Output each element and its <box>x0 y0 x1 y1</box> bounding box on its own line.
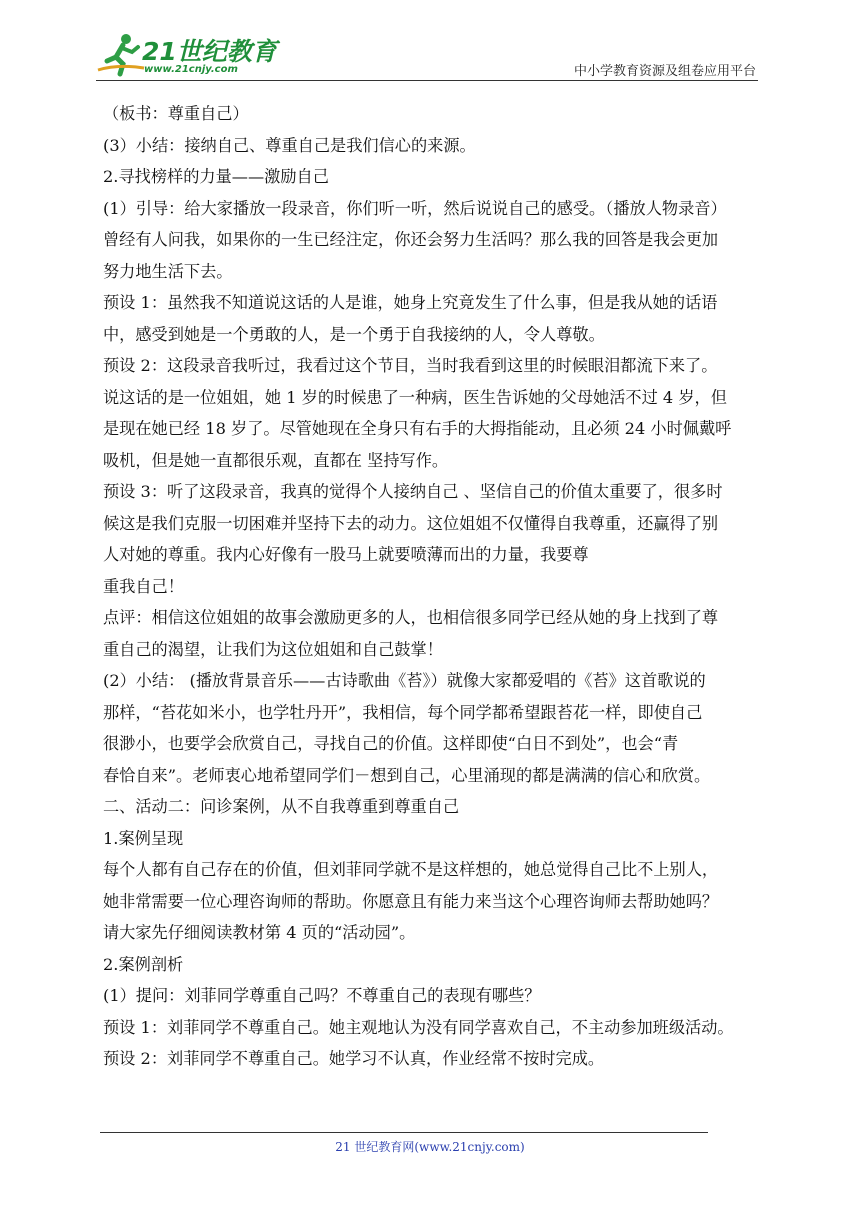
section-heading: 二、活动二：问诊案例，从不自我尊重到尊重自己 <box>103 797 460 816</box>
footer-divider <box>100 1132 708 1133</box>
subsection-heading: 2.案例剖析 <box>103 954 184 974</box>
document-body <box>103 98 771 1075</box>
text-line: 点评：相信这位姐姐的故事会激励更多的人，也相信很多同学已经从她的身上找到了尊 <box>103 608 719 627</box>
text-line: 预设 2：这段录音我听过，我看过这个节目，当时我看到这里的时候眼泪都流下来了。 <box>103 356 718 375</box>
text-line: （板书：尊重自己） <box>103 104 249 123</box>
text-line: 预设 3：听了这段录音，我真的觉得个人接纳自己 、坚信自己的价值太重要了，很多时 <box>103 482 723 501</box>
text-line: 是现在她已经 18 岁了。尽管她现在全身只有右手的大拇指能动，且必须 24 小时佩戴呼 <box>103 419 732 438</box>
text-line: 请大家先仔细阅读教材第 4 页的“活动园”。 <box>103 923 416 942</box>
text-line: 曾经有人问我，如果你的一生已经注定，你还会努力生活吗？那么我的回答是我会更加 <box>103 230 719 249</box>
text-line: (1）引导：给大家播放一段录音，你们听一听，然后说说自己的感受。（播放人物录音） <box>103 198 727 218</box>
text-line: 每个人都有自己存在的价值，但刘菲同学就不是这样想的，她总觉得自己比不上别人， <box>103 860 719 879</box>
text-line: 说这话的是一位姐姐，她 1 岁的时候患了一种病，医生告诉她的父母她活不过 4 岁，但 <box>103 387 727 407</box>
page-header <box>0 0 860 90</box>
text-line: (1）提问：刘菲同学尊重自己吗？不尊重自己的表现有哪些？ <box>103 986 541 1005</box>
text-line: 中，感受到她是一个勇敢的人，是一个勇于自我接纳的人，令人尊敬。 <box>103 324 605 344</box>
text-line: 吸机，但是她一直都很乐观，直都在 坚持写作。 <box>103 450 449 470</box>
subsection-heading: 1.案例呈现 <box>103 828 184 848</box>
runner-logo-icon <box>96 30 146 78</box>
site-logo <box>96 30 276 80</box>
page-footer: 21 世纪教育网(www.21cnjy.com) <box>335 1140 525 1154</box>
text-line: 候这是我们克服一切困难并坚持下去的动力。这位姐姐不仅懂得自我尊重，还赢得了别 <box>103 513 719 533</box>
text-line: 预设 1：刘菲同学不尊重自己。她主观地认为没有同学喜欢自己，不主动参加班级活动。 <box>103 1017 734 1037</box>
platform-title: 中小学教育资源及组卷应用平台 <box>573 64 756 79</box>
text-line: 努力地生活下去。 <box>103 261 233 281</box>
text-line: 春恰自来”。老师衷心地希望同学们－想到自己，心里涌现的都是满满的信心和欣赏。 <box>103 765 711 785</box>
text-line: (3）小结：接纳自己、尊重自己是我们信心的来源。 <box>103 135 476 155</box>
logo-text: 21世纪教育 <box>142 37 277 66</box>
logo-url: www.21cnjy.com <box>144 64 238 75</box>
text-line: 重我自己！ <box>103 576 184 596</box>
text-line: 人对她的尊重。我内心好像有一股马上就要喷薄而出的力量，我要尊 <box>103 545 589 564</box>
text-line: 2.寻找榜样的力量——激励自己 <box>103 167 329 186</box>
text-line: 预设 2：刘菲同学不尊重自己。她学习不认真，作业经常不按时完成。 <box>103 1049 605 1068</box>
text-line: (2）小结： (播放背景音乐——古诗歌曲《苔》）就像大家都爱唱的《苔》这首歌说的 <box>103 671 706 690</box>
text-line: 预设 1：虽然我不知道说这话的人是谁，她身上究竟发生了什么事，但是我从她的话语 <box>103 293 718 312</box>
text-line: 她非常需要一位心理咨询师的帮助。你愿意且有能力来当这个心理咨询师去帮助她吗？ <box>103 891 719 911</box>
header-divider <box>96 80 758 81</box>
text-line: 重自己的渴望，让我们为这位姐姐和自己鼓掌！ <box>103 639 443 659</box>
text-line: 那样，“苔花如米小，也学牡丹开”，我相信，每个同学都希望跟苔花一样，即使自己 <box>103 702 703 722</box>
text-line: 很渺小，也要学会欣赏自己，寻找自己的价值。这样即使“白日不到处”，也会“青 <box>103 734 679 753</box>
